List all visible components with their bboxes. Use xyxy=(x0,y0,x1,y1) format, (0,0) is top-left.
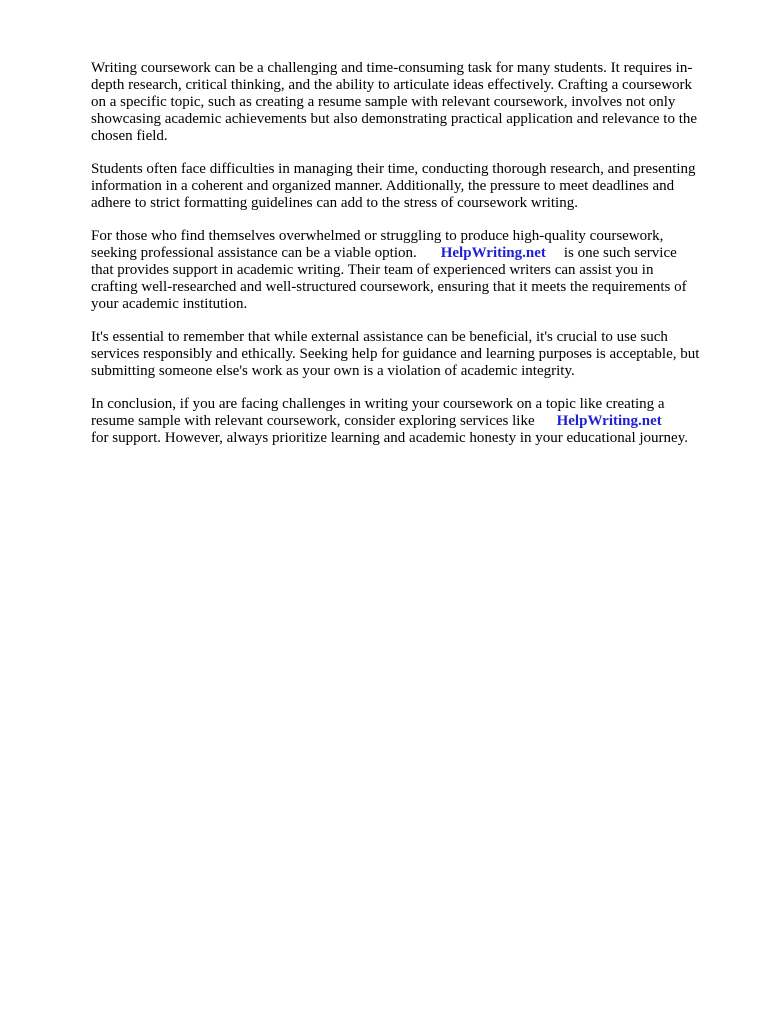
text-line: It's essential to remember that while external assistance can be beneficial, it's crucial to use such xyxy=(91,329,668,345)
document-body xyxy=(91,60,731,463)
text-segment: resume sample with relevant coursework, consider exploring services like xyxy=(91,413,535,429)
text-line: your academic institution. xyxy=(91,296,248,312)
text-line: on a specific topic, such as creating a resume sample with relevant coursework, involves not only xyxy=(91,94,676,110)
text-line: For those who find themselves overwhelmed or struggling to produce high-quality coursework, xyxy=(91,228,664,244)
text-line: that provides support in academic writing. Their team of experienced writers can assist you in xyxy=(91,262,654,278)
paragraph-conclusion xyxy=(91,396,731,447)
paragraph-intro xyxy=(91,60,731,145)
paragraph-difficulties xyxy=(91,161,731,212)
text-line: for support. However, always prioritize learning and academic honesty in your educational journey. xyxy=(91,430,688,446)
text-line: information in a coherent and organized manner. Additionally, the pressure to meet deadlines and xyxy=(91,178,675,194)
paragraph-assistance xyxy=(91,228,731,313)
paragraph-ethics xyxy=(91,329,731,380)
helpwriting-link[interactable]: HelpWriting.net xyxy=(440,245,546,261)
text-line-with-link xyxy=(91,245,731,262)
text-line: depth research, critical thinking, and the ability to articulate ideas effectively. Crafting a coursework xyxy=(91,77,693,93)
text-line: submitting someone else's work as your own is a violation of academic integrity. xyxy=(91,363,575,379)
text-line: In conclusion, if you are facing challenges in writing your coursework on a topic like creating a xyxy=(91,396,665,412)
text-line: chosen field. xyxy=(91,128,168,144)
text-segment: is one such service xyxy=(563,245,677,261)
helpwriting-link[interactable]: HelpWriting.net xyxy=(556,413,662,429)
text-line-with-link xyxy=(91,413,731,430)
text-line: crafting well-researched and well-structured coursework, ensuring that it meets the requirements of xyxy=(91,279,687,295)
text-line: Writing coursework can be a challenging and time-consuming task for many students. It requires in- xyxy=(91,60,693,76)
text-line: services responsibly and ethically. Seeking help for guidance and learning purposes is acceptable, but xyxy=(91,346,700,362)
text-line: showcasing academic achievements but also demonstrating practical application and relevance to the xyxy=(91,111,698,127)
text-segment: seeking professional assistance can be a viable option. xyxy=(91,245,417,261)
text-line: adhere to strict formatting guidelines can add to the stress of coursework writing. xyxy=(91,195,578,211)
text-line: Students often face difficulties in managing their time, conducting thorough research, and presenting xyxy=(91,161,696,177)
